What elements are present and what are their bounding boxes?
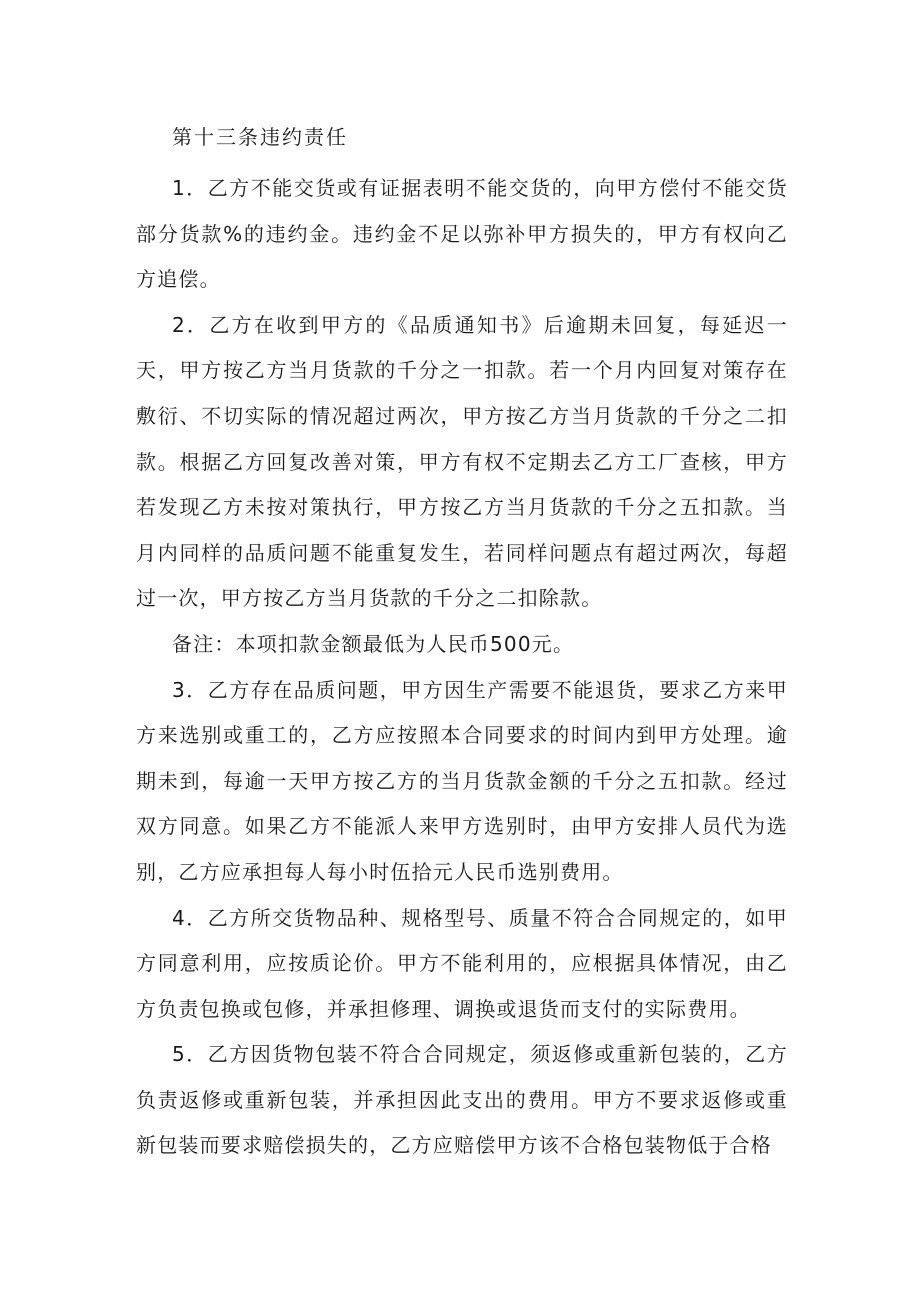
paragraph-3: 3．乙方存在品质问题，甲方因生产需要不能退货，要求乙方来甲方来选别或重工的，乙方应按照本合同要求的时间内到甲方处理。逾期未到，每逾一天甲方按乙方的当月货款金额的千分之五扣款。经过双方同意。如果乙方不能派人来甲方选别时，由甲方安排人员代为选别，乙方应承担每人每小时伍拾元人民币选别费用。 bbox=[136, 677, 788, 884]
paragraph-1: 1．乙方不能交货或有证据表明不能交货的，向甲方偿付不能交货部分货款%的违约金。违约金不足以弥补甲方损失的，甲方有权向乙方追偿。 bbox=[136, 176, 788, 292]
paragraph-4: 4．乙方所交货物品种、规格型号、质量不符合合同规定的，如甲方同意利用，应按质论价。甲方不能利用的，应根据具体情况，由乙方负责包换或包修，并承担修理、调换或退货而支付的实际费用。 bbox=[136, 905, 788, 1021]
paragraph-note: 备注：本项扣款金额最低为人民币500元。 bbox=[172, 631, 575, 656]
paragraph-2: 2．乙方在收到甲方的《品质通知书》后逾期未回复，每延迟一天，甲方按乙方当月货款的千分之一扣款。若一个月内回复对策存在敷衍、不切实际的情况超过两次，甲方按乙方当月货款的千分之二扣款。根据乙方回复改善对策，甲方有权不定期去乙方工厂查核，甲方若发现乙方未按对策执行，甲方按乙方当月货款的千分之五扣款。当月内同样的品质问题不能重复发生，若同样问题点有超过两次，每超过一次，甲方按乙方当月货款的千分之二扣除款。 bbox=[136, 312, 788, 611]
paragraph-5: 5．乙方因货物包装不符合合同规定，须返修或重新包装的，乙方负责返修或重新包装，并承担因此支出的费用。甲方不要求返修或重新包装而要求赔偿损失的，乙方应赔偿甲方该不合格包装物低于合格 bbox=[136, 1042, 788, 1158]
section-heading: 第十三条违约责任 bbox=[172, 125, 348, 149]
